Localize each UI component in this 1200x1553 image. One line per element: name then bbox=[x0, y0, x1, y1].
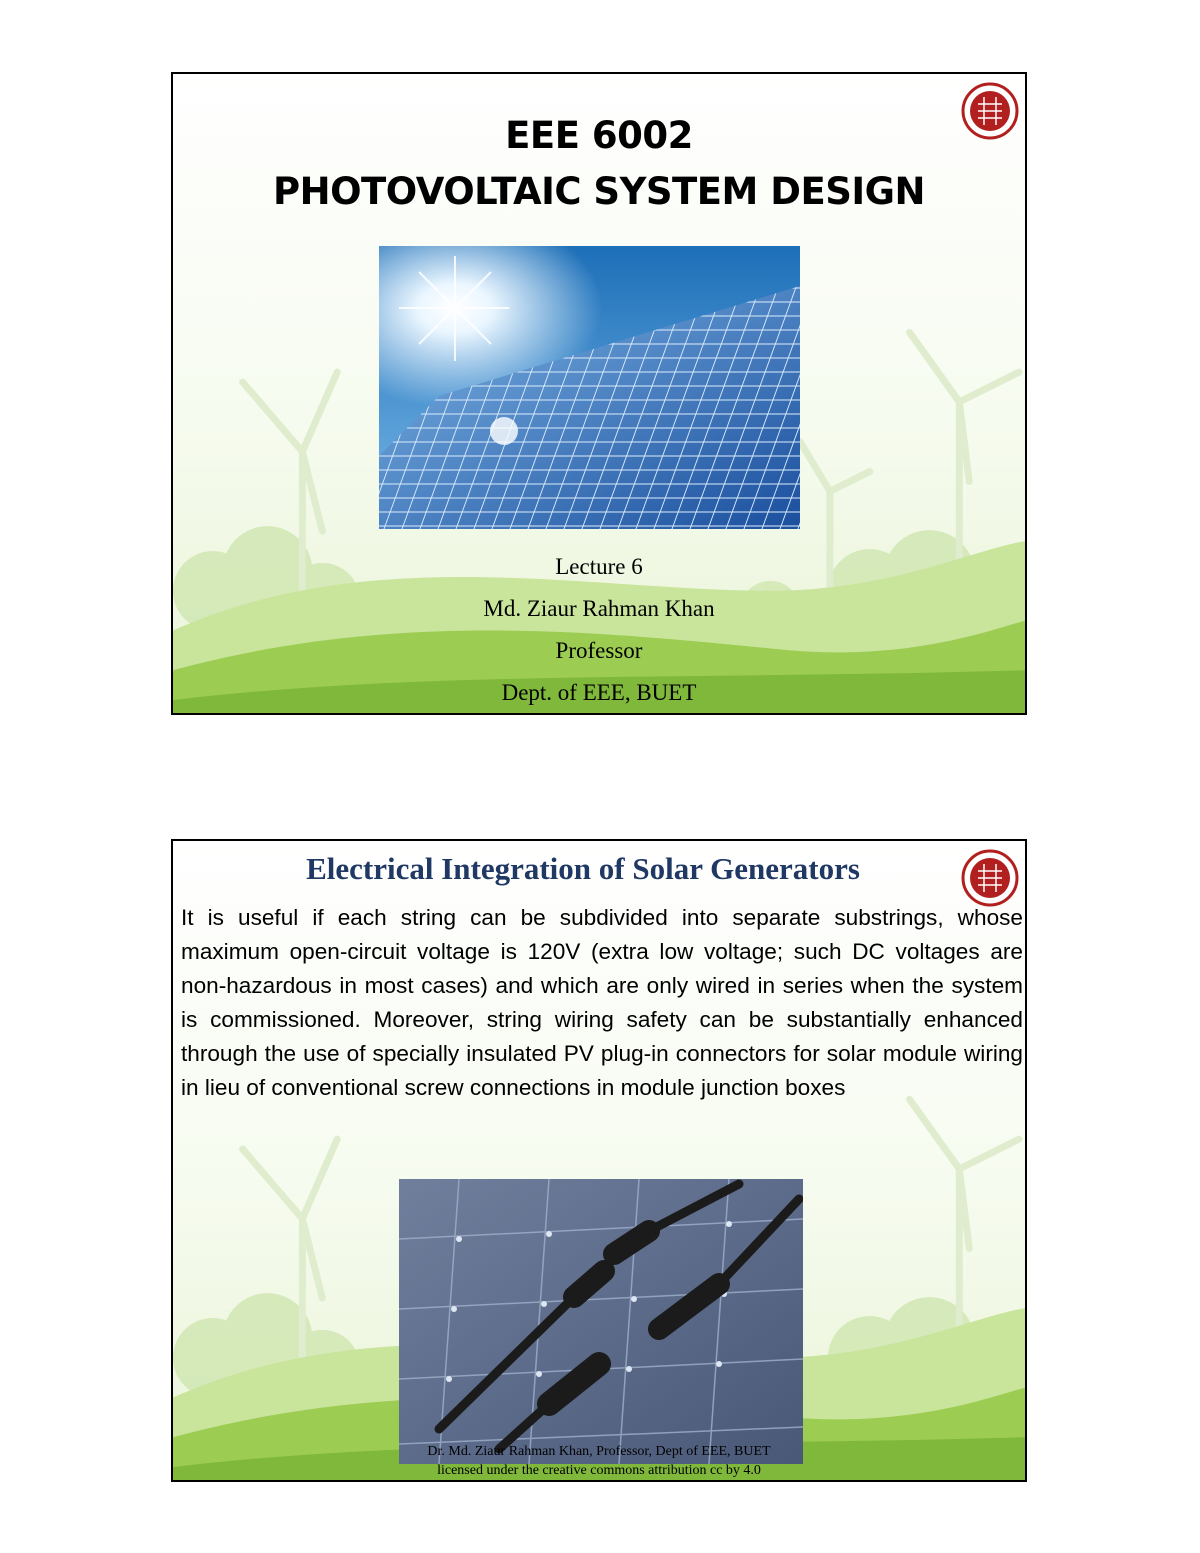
pv-plug-in-connectors-icon bbox=[399, 1179, 803, 1464]
department: Dept. of EEE, BUET bbox=[501, 680, 697, 705]
solar-panel-with-sun-icon bbox=[379, 246, 800, 529]
slide-body-text: It is useful if each string can be subdivided into separate substrings, whose maximum open-circuit voltage is 120V (extra low voltage; such DC voltages are non-hazardous in most cases) and which are only wired in series when the system is commissioned. Moreover, string wiring safety can be substantially enhanced through the use of specially insulated PV plug-in connectors for solar module wiring in lieu of conventional screw connections in module junction boxes bbox=[181, 905, 1023, 1100]
presenter-info bbox=[173, 546, 1025, 714]
slide-2 bbox=[171, 839, 1027, 1482]
lecture-number: Lecture 6 bbox=[555, 554, 643, 579]
course-title: PHOTOVOLTAIC SYSTEM DESIGN bbox=[273, 170, 925, 213]
course-code: EEE 6002 bbox=[505, 114, 693, 157]
author-position: Professor bbox=[555, 638, 643, 663]
footer-credit: Dr. Md. Ziaur Rahman Khan, Professor, Dept of EEE, BUET bbox=[427, 1444, 771, 1459]
footer-license: licensed under the creative commons attribution cc by 4.0 bbox=[437, 1463, 761, 1478]
author-name: Md. Ziaur Rahman Khan bbox=[483, 596, 715, 621]
slide-1 bbox=[171, 72, 1027, 715]
slide-title: Electrical Integration of Solar Generators bbox=[306, 851, 860, 886]
